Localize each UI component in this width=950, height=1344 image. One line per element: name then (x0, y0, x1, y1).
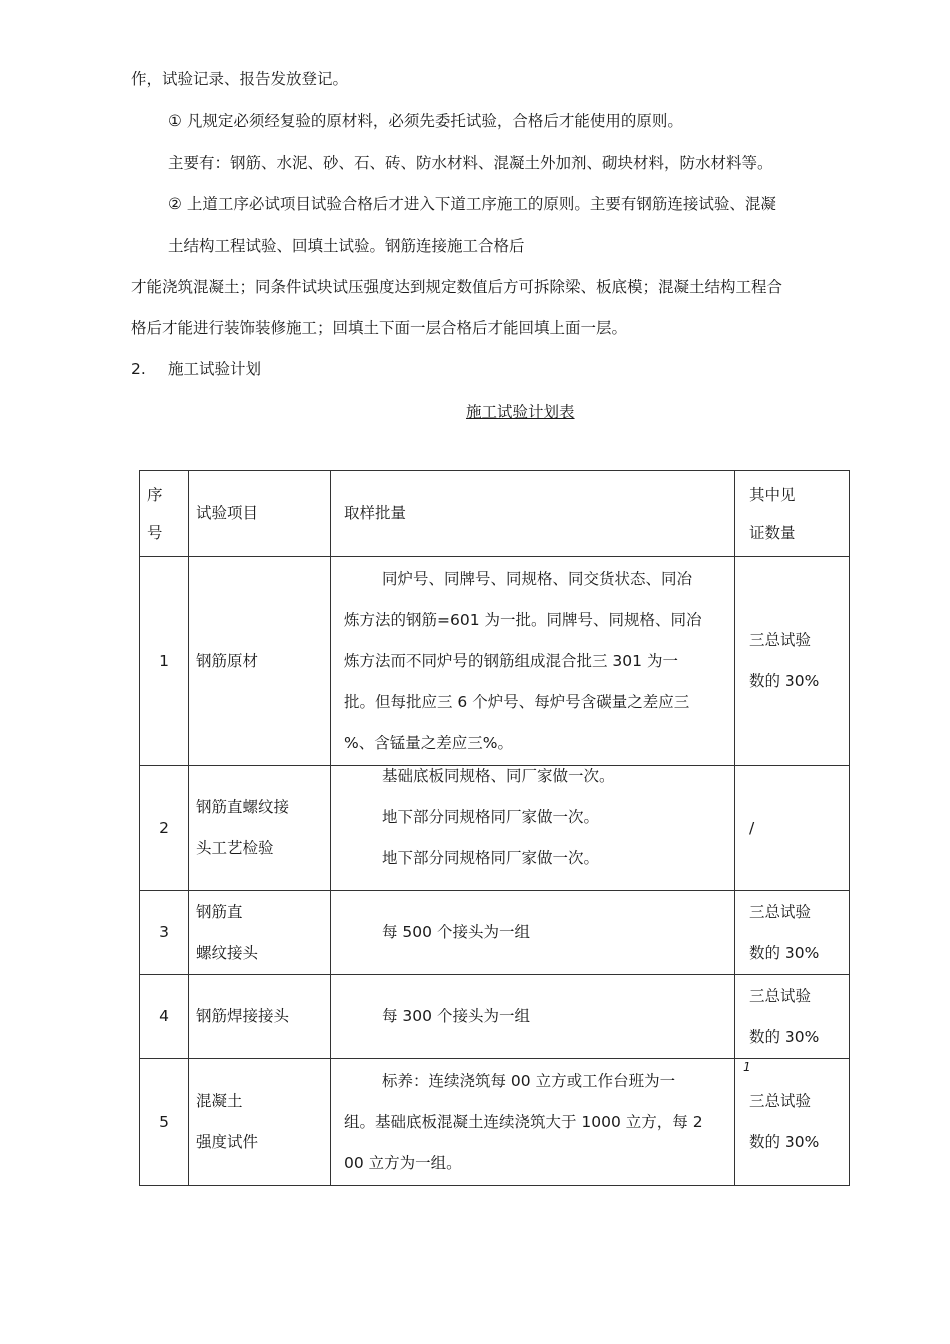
row-seq: 1 (140, 557, 189, 766)
row-witness (735, 557, 850, 766)
item-line: 螺纹接头 (196, 943, 259, 962)
test-plan-table (139, 470, 850, 1186)
row-sample (331, 975, 735, 1059)
witness-line: 三总试验 (749, 902, 812, 921)
header-sample: 取样批量 (331, 471, 735, 557)
row-item (189, 891, 331, 975)
paragraph-5: 土结构工程试验、回填土试验。钢筋连接施工合格后 (168, 237, 525, 255)
header-witness (735, 471, 850, 557)
item-line: 钢筋直 (196, 902, 243, 921)
witness-line: 三总试验 (749, 631, 812, 649)
item-line: 钢筋直螺纹接 (196, 798, 290, 816)
witness-line: 数的 30% (749, 943, 820, 962)
sample-line: 地下部分同规格同厂家做一次。 (382, 849, 600, 867)
row-item: 钢筋原材 (189, 557, 331, 766)
witness-line: 数的 30% (749, 672, 820, 690)
sample-line: 炼方法而不同炉号的钢筋组成混合批三 301 为一 (344, 651, 678, 670)
row-seq: 4 (140, 975, 189, 1059)
item-line: 强度试件 (196, 1133, 259, 1151)
sample-line: 00 立方为一组。 (344, 1153, 462, 1172)
row-witness: / (735, 766, 850, 891)
sample-line: 同炉号、同牌号、同规格、同交货状态、同冶 (382, 569, 693, 588)
row-seq: 3 (140, 891, 189, 975)
header-seq (140, 471, 189, 557)
row-item (189, 1059, 331, 1186)
header-seq-line-2: 号 (147, 523, 163, 542)
paragraph-3: 主要有：钢筋、水泥、砂、石、砖、防水材料、混凝土外加剂、砌块材料，防水材料等。 (168, 154, 773, 172)
header-witness-line-1: 其中见 (749, 485, 796, 504)
sample-line: 每 500 个接头为一组 (382, 923, 530, 941)
header-item: 试验项目 (189, 471, 331, 557)
sample-line: %、含锰量之差应三%。 (344, 733, 513, 752)
row-sample (331, 766, 735, 891)
item-line: 混凝土 (196, 1092, 243, 1110)
row-seq: 5 (140, 1059, 189, 1186)
row-item: 钢筋焊接接头 (189, 975, 331, 1059)
section-number: 2. (131, 360, 146, 378)
sample-line: 炼方法的钢筋=601 为一批。同牌号、同规格、同冶 (344, 610, 702, 629)
table-row (140, 975, 850, 1059)
table-row (140, 1059, 850, 1186)
row-witness (735, 975, 850, 1059)
row-sample (331, 557, 735, 766)
sample-line: 地下部分同规格同厂家做一次。 (382, 808, 600, 826)
paragraph-1: 作，试验记录、报告发放登记。 (131, 70, 349, 88)
sample-line: 批。但每批应三 6 个炉号、每炉号含碳量之差应三 (344, 692, 690, 711)
header-seq-line-1: 序 (147, 485, 163, 504)
table-row (140, 557, 850, 766)
table-header-row (140, 471, 850, 557)
row-witness (735, 1059, 850, 1186)
row-item (189, 766, 331, 891)
witness-line: 数的 30% (749, 1027, 820, 1046)
table-row (140, 891, 850, 975)
section-title: 施工试验计划 (168, 360, 262, 378)
table-row (140, 766, 850, 891)
row-sample (331, 891, 735, 975)
sample-line: 组。基础底板混凝土连续浇筑大于 1000 立方，每 2 (344, 1112, 703, 1131)
sample-line: 基础底板同规格、同厂家做一次。 (382, 767, 615, 785)
witness-mark: 1 (743, 1060, 751, 1074)
paragraph-4: ② 上道工序必试项目试验合格后才进入下道工序施工的原则。主要有钢筋连接试验、混凝 (168, 195, 776, 213)
paragraph-7: 格后才能进行装饰装修施工；回填土下面一层合格后才能回填上面一层。 (131, 319, 628, 337)
paragraph-2: ① 凡规定必须经复验的原材料，必须先委托试验，合格后才能使用的原则。 (168, 112, 683, 130)
row-seq: 2 (140, 766, 189, 891)
witness-line: 三总试验 (749, 1092, 812, 1110)
row-sample (331, 1059, 735, 1186)
row-witness (735, 891, 850, 975)
item-line: 头工艺检验 (196, 839, 274, 857)
witness-line: 三总试验 (749, 986, 812, 1005)
paragraph-6: 才能浇筑混凝土；同条件试块试压强度达到规定数值后方可拆除梁、板底模；混凝土结构工程合 (131, 278, 783, 296)
sample-line: 每 300 个接头为一组 (382, 1007, 530, 1025)
header-witness-line-2: 证数量 (749, 523, 796, 542)
witness-line: 数的 30% (749, 1133, 820, 1151)
table-title: 施工试验计划表 (466, 403, 575, 421)
sample-line: 标养：连续浇筑每 00 立方或工作台班为一 (382, 1071, 676, 1090)
